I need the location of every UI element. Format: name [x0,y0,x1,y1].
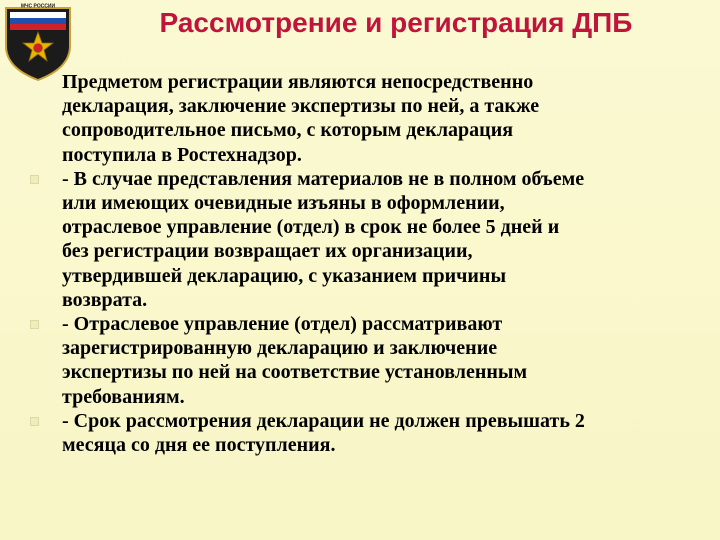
bullet-marker-icon [30,417,39,426]
bullet-item-2 [20,167,712,312]
bullet-list [20,70,712,457]
bullet-text-2: - В случае представления материалов не в полном объеме или имеющих очевидные изъяны в оформлении, отраслевое управление (отдел) в срок не более 5 дней и без регистрации возвращает их организации, утвердившей декларацию, с указанием причины возврата. [62,167,585,311]
slide-title: Рассмотрение и регистрация ДПБ [159,7,633,38]
emblem-top-text: МЧС РОССИИ [20,3,56,10]
bullet-item-3 [20,312,712,409]
bullet-text-1: Предметом регистрации являются непосредственно декларация, заключение экспертизы по ней, а также сопроводительное письмо, с которым декларация поступила в Ростехнадзор. [62,71,540,166]
bullet-item-1 [20,70,712,167]
bullet-marker-icon [30,175,39,184]
bullet-text-4: - Срок рассмотрения декларации не должен превышать 2 месяца со дня ее поступления. [62,409,585,457]
bullet-item-4 [20,409,712,457]
bullet-marker-icon [30,320,39,329]
bullet-text-3: - Отраслевое управление (отдел) рассматривают зарегистрированную декларацию и заключение экспертизы по ней на соответствие установленным требованиям. [62,313,528,408]
